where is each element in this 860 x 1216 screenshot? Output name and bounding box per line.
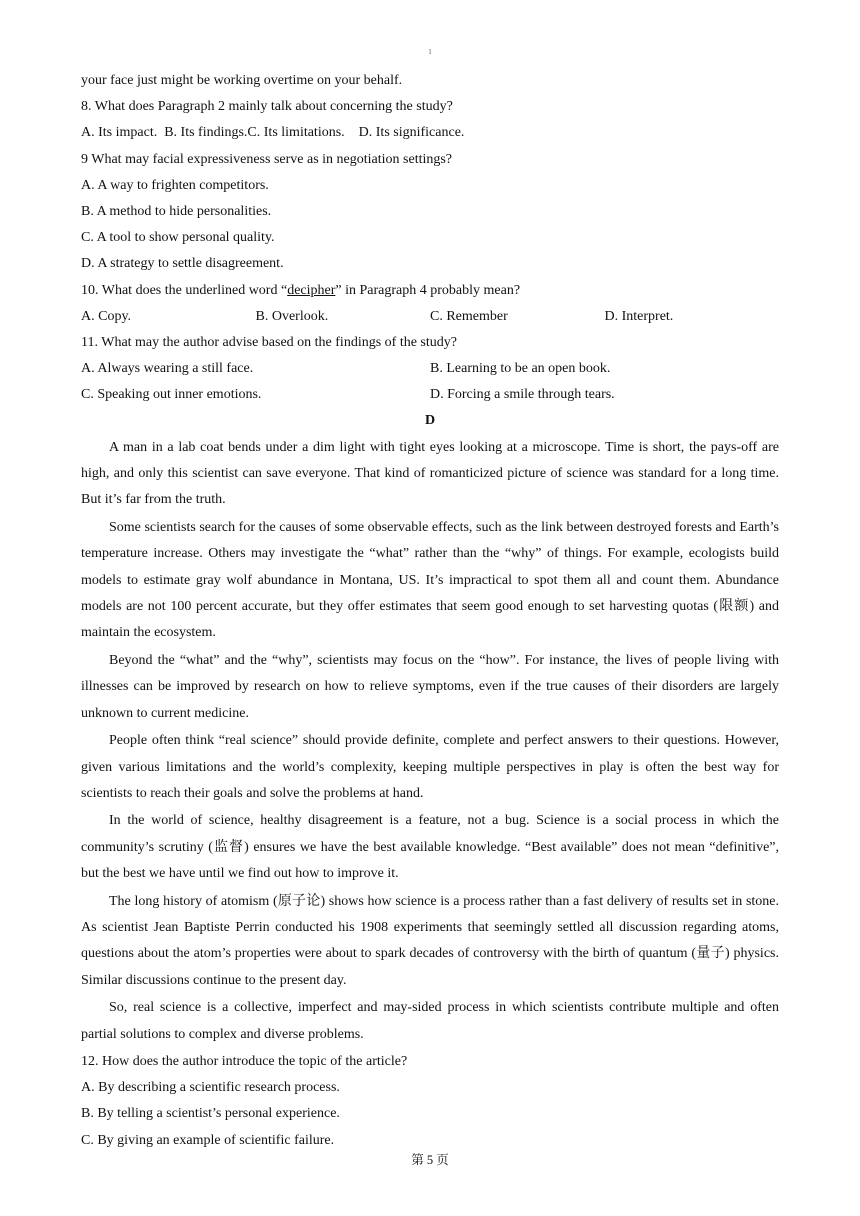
passage-paragraph-3: Beyond the “what” and the “why”, scientists may focus on the “how”. For instance, the lives of people living with illnesses can be improved by research on how to relieve symptoms, even if the true causes of their disorders are largely unknown to current medicine. [81,652,793,721]
question-12-option-a: A. By describing a scientific research process. [81,1080,340,1096]
question-12: 12. How does the author introduce the topic of the article? [81,1053,408,1069]
passage-paragraph-4: People often think “real science” should provide definite, complete and perfect answers to their questions. However, given various limitations and the world’s complexity, keeping multiple perspectives in play is often the best way for scientists to reach their goals and solve the problems at hand. [81,733,779,801]
question-9-option-b: B. A method to hide personalities. [81,203,272,219]
option-c: C. Speaking out inner emotions. [81,387,262,403]
page-top-mark: 1 [428,48,432,56]
option-d: D. Interpret. [604,308,674,324]
underlined-word: decipher [287,282,336,298]
passage-paragraph-5: In the world of science, healthy disagreement is a feature, not a bug. Science is a social process in which the community’s scrutiny (监督) ensures we have the best available knowledge. “Best available” does not mean “definitive”, but the best we have until we find out how to improve it. [81,813,779,882]
question-11: 11. What may the author advise based on the findings of the study? [81,334,457,350]
option-a: A. Copy. [81,308,132,324]
question-9: 9 What may facial expressiveness serve as in negotiation settings? [81,151,453,167]
question-10-options [81,304,779,330]
question-8: 8. What does Paragraph 2 mainly talk about concerning the study? [81,99,453,115]
question-9-option-d: D. A strategy to settle disagreement. [81,256,284,272]
passage-paragraph-1: A man in a lab coat bends under a dim light with tight eyes looking at a microscope. Time is short, the pays-off are high, and only this scientist can save everyone. That kind of romanticized picture of science was standard for a long time. But it’s far from the truth. [81,439,779,508]
question-11-options-row-2 [81,382,779,408]
question-12-option-c: C. By giving an example of scientific failure. [81,1132,335,1148]
passage-paragraph-7: So, real science is a collective, imperfect and may-sided process in which scientists contribute multiple and often partial solutions to complex and diverse problems. [81,1000,779,1042]
option-d: D. Forcing a smile through tears. [430,387,615,403]
question-10-after: ” in Paragraph 4 probably mean? [335,282,521,298]
question-10-before: 10. What does the underlined word “ [81,282,288,298]
question-11-options-row-1 [81,356,779,382]
text-line: your face just might be working overtime on your behalf. [81,73,403,88]
question-12-option-b: B. By telling a scientist’s personal experience. [81,1106,340,1122]
option-c: C. Remember [430,308,508,324]
page-number: 第 5 页 [411,1153,449,1167]
passage-paragraph-6: The long history of atomism (原子论) shows how science is a process rather than a fast delivery of results set in stone. As scientist Jean Baptiste Perrin conducted his 1908 experiments that seemingly settled all discussion regarding atoms, questions about the atom’s properties were about to spark decades of controversy with the birth of quantum (量子) physics. Similar discussions continue to the present day. [81,893,779,988]
question-9-option-a: A. A way to frighten competitors. [81,177,269,193]
option-b: B. Overlook. [255,308,329,324]
document-body [81,68,793,1154]
question-9-option-c: C. A tool to show personal quality. [81,230,275,246]
question-8-options: A. Its impact. B. Its findings.C. Its limitations. D. Its significance. [81,125,465,141]
passage-paragraph-2: Some scientists search for the causes of some observable effects, such as the link between destroyed forests and Earth’s temperature increase. Others may investigate the “what” rather than the “why” of things. For example, ecologists build models to estimate gray wolf abundance in Montana, US. It’s impractical to spot them all and count them. Abundance models are not 100 percent accurate, but they offer estimates that seem good enough to set harvesting quotas (限额) and maintain the ecosystem. [81,519,779,641]
question-10 [81,278,779,304]
option-a: A. Always wearing a still face. [81,361,254,377]
option-b: B. Learning to be an open book. [430,361,611,377]
section-heading: D [424,413,436,429]
